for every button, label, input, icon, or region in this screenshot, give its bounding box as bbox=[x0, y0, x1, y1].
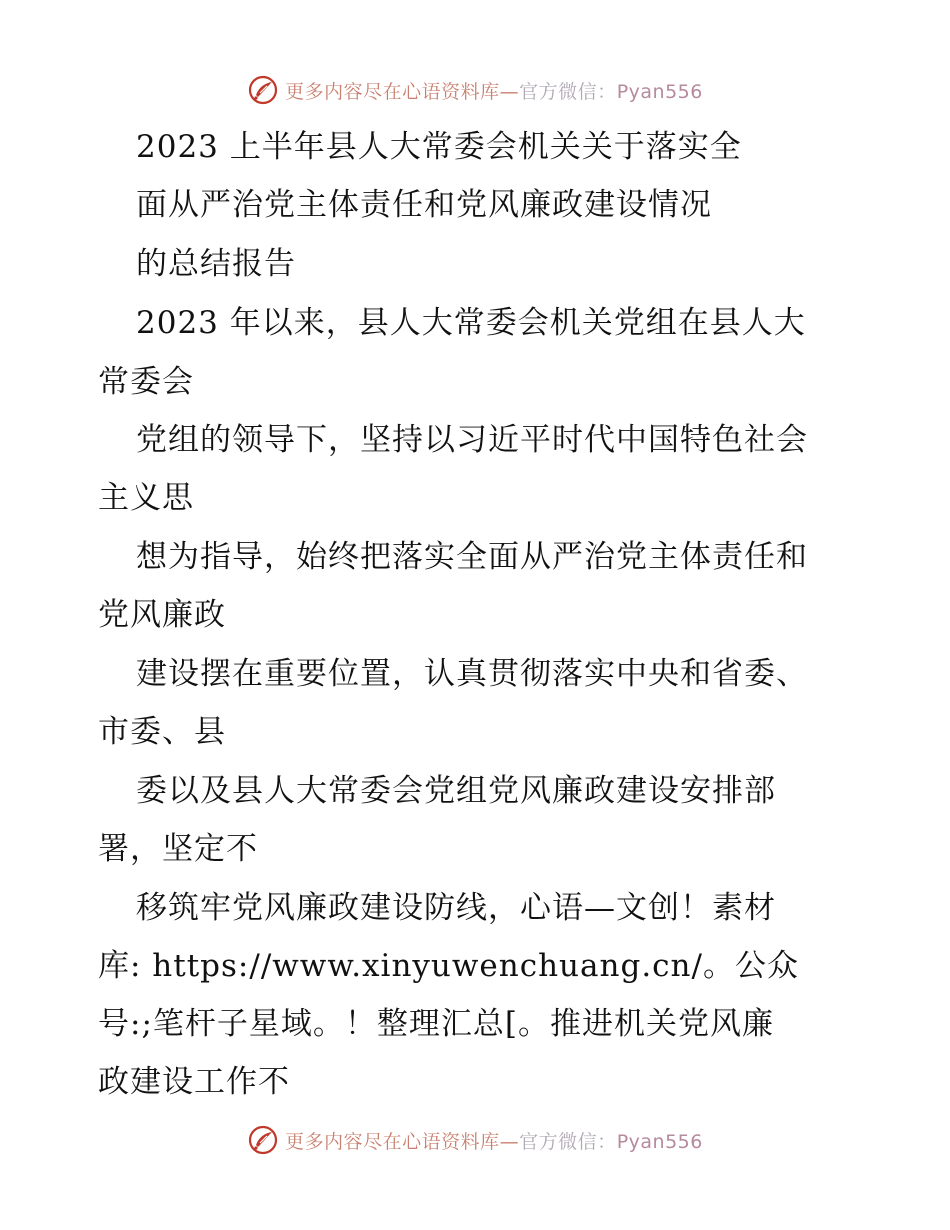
watermark-wechat-id: Pyan556 bbox=[616, 1130, 703, 1153]
watermark-dash: — bbox=[499, 1130, 520, 1153]
body-line: 委以及县人大常委会党组党风廉政建设安排部 bbox=[136, 773, 776, 809]
body-line: 党组的领导下，坚持以习近平时代中国特色社会 bbox=[136, 422, 808, 458]
watermark-dash: — bbox=[499, 80, 520, 103]
body-line: 2023 年以来，县人大常委会机关党组在县人大 bbox=[136, 305, 806, 341]
footer-watermark bbox=[0, 1120, 950, 1160]
body-line: 政建设工作不 bbox=[98, 1064, 290, 1100]
watermark-main: 更多内容尽在心语资料库 bbox=[285, 80, 500, 103]
body-line: 移筑牢党风廉政建设防线，心语—文创！素材 bbox=[136, 890, 776, 926]
brand-logo-icon bbox=[247, 1124, 279, 1156]
body-line: 库: https://www.xinyuwenchuang.cn/。公众 bbox=[98, 948, 799, 984]
watermark-main: 更多内容尽在心语资料库 bbox=[285, 1130, 500, 1153]
watermark-wechat-id: Pyan556 bbox=[616, 80, 703, 103]
title-line-1: 2023 上半年县人大常委会机关关于落实全 bbox=[136, 129, 742, 165]
watermark-wechat-label: 官方微信： bbox=[519, 80, 617, 103]
watermark-text bbox=[285, 1127, 703, 1154]
body-line: 常委会 bbox=[98, 364, 194, 400]
watermark-wechat-label: 官方微信： bbox=[519, 1130, 617, 1153]
body-line: 号:;笔杆子星域。！整理汇总[。推进机关党风廉 bbox=[98, 1006, 774, 1042]
title-line-2: 面从严治党主体责任和党风廉政建设情况 bbox=[136, 187, 712, 223]
body-line: 想为指导，始终把落实全面从严治党主体责任和 bbox=[136, 539, 808, 575]
body-line: 市委、县 bbox=[98, 714, 226, 750]
body-line: 主义思 bbox=[98, 480, 194, 516]
body-line: 署，坚定不 bbox=[98, 831, 258, 867]
body-line: 党风廉政 bbox=[98, 597, 226, 633]
title-line-3: 的总结报告 bbox=[136, 246, 296, 282]
body-line: 建设摆在重要位置，认真贯彻落实中央和省委、 bbox=[136, 656, 808, 692]
